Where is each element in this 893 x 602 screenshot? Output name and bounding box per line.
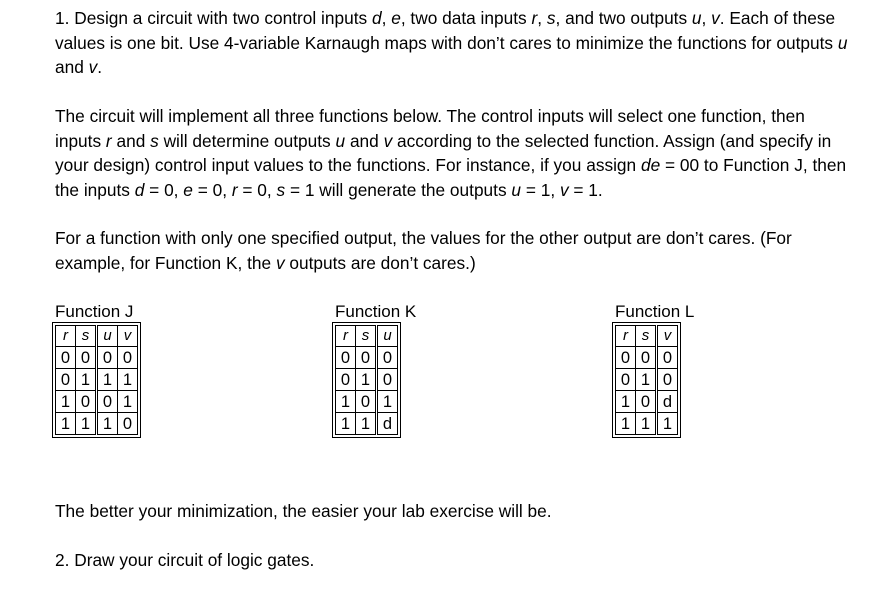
p2-segment-1: r bbox=[105, 130, 112, 151]
p1-segment-9: u bbox=[691, 8, 702, 28]
table-row bbox=[336, 369, 398, 391]
table-row bbox=[336, 391, 398, 413]
p2-segment-16: = 0, bbox=[237, 179, 277, 200]
problem1-paragraph1 bbox=[55, 6, 855, 80]
p2-segment-17: s bbox=[276, 179, 286, 200]
p1-segment-1: d bbox=[371, 8, 382, 28]
function-k-title: Function K bbox=[335, 302, 417, 321]
p1-segment-14: and bbox=[55, 57, 89, 77]
p2-segment-18: = 1 will generate the outputs bbox=[285, 179, 512, 200]
p1-segment-4: , two data inputs bbox=[400, 8, 532, 28]
table-cell: 0 bbox=[657, 369, 678, 391]
table-cell: 1 bbox=[76, 369, 97, 391]
p2-segment-4: will determine outputs bbox=[158, 130, 336, 151]
table-row bbox=[616, 413, 678, 435]
function-l-table bbox=[615, 325, 678, 435]
p1-segment-15: v bbox=[88, 57, 98, 77]
function-j-block bbox=[55, 301, 138, 435]
table-cell: 0 bbox=[118, 413, 138, 435]
table-cell: 1 bbox=[356, 413, 377, 435]
table-cell: 0 bbox=[636, 347, 657, 369]
p2-segment-3: s bbox=[150, 130, 159, 151]
p2-segment-15: r bbox=[231, 179, 238, 200]
p2-segment-19: u bbox=[511, 179, 522, 200]
table-cell: 0 bbox=[97, 391, 118, 413]
minimization-note: The better your minimization, the easier your lab exercise will be. bbox=[55, 501, 552, 521]
table-cell: 1 bbox=[336, 391, 356, 413]
table-cell: 0 bbox=[616, 369, 636, 391]
p1-segment-3: e bbox=[391, 8, 401, 28]
table-row bbox=[616, 391, 678, 413]
header-cell-s: s bbox=[76, 326, 97, 347]
p1-segment-2: , bbox=[381, 8, 392, 28]
p2-segment-12: = 0, bbox=[144, 179, 184, 200]
p2-segment-11: d bbox=[134, 179, 145, 200]
p2-segment-21: v bbox=[559, 179, 569, 200]
p3-segment-2: outputs are don’t cares.) bbox=[284, 252, 476, 273]
problem2-text: 2. Draw your circuit of logic gates. bbox=[55, 550, 315, 570]
table-cell: 0 bbox=[56, 369, 76, 391]
table-cell: 0 bbox=[56, 347, 76, 369]
header-cell-u: u bbox=[97, 326, 118, 347]
table-row bbox=[336, 413, 398, 435]
p1-segment-7: s bbox=[546, 8, 556, 28]
table-cell: 1 bbox=[636, 369, 657, 391]
table-cell: d bbox=[657, 391, 678, 413]
table-cell: d bbox=[377, 413, 398, 435]
table-cell: 0 bbox=[356, 347, 377, 369]
p2-segment-14: = 0, bbox=[192, 179, 232, 200]
header-cell-s: s bbox=[356, 326, 377, 347]
table-cell: 0 bbox=[76, 347, 97, 369]
p2-segment-22: = 1. bbox=[568, 179, 603, 200]
table-cell: 0 bbox=[76, 391, 97, 413]
problem1-paragraph2 bbox=[55, 104, 855, 202]
p3-segment-0: For a function with only one specified output, the values for the other output are don’t cares. (For example, for Function K, the bbox=[55, 228, 792, 273]
table-cell: 1 bbox=[118, 391, 138, 413]
p2-segment-9: de bbox=[640, 155, 661, 175]
p1-segment-8: , and two outputs bbox=[555, 8, 692, 28]
p2-segment-10: = 00 to Function J, then the inputs bbox=[55, 155, 847, 200]
table-row bbox=[56, 413, 138, 435]
p1-segment-13: u bbox=[837, 32, 848, 53]
p1-segment-6: , bbox=[537, 8, 547, 28]
header-cell-s: s bbox=[636, 326, 657, 347]
p2-segment-8: according to the selected function. Assign (and specify in your design) control input values to the functions. For instance, if you assign bbox=[55, 130, 832, 175]
table-cell: 1 bbox=[616, 391, 636, 413]
p1-segment-12: . Each of these values is one bit. Use 4-variable Karnaugh maps with don’t cares to minimize the functions for outputs bbox=[55, 8, 838, 53]
table-cell: 0 bbox=[377, 347, 398, 369]
p1-segment-0: 1. Design a circuit with two control inputs bbox=[55, 8, 372, 28]
table-cell: 1 bbox=[118, 369, 138, 391]
p2-segment-5: u bbox=[335, 130, 346, 151]
table-cell: 1 bbox=[616, 413, 636, 435]
table-row bbox=[56, 347, 138, 369]
table-cell: 1 bbox=[636, 413, 657, 435]
function-l-block bbox=[615, 301, 694, 435]
table-cell: 0 bbox=[336, 347, 356, 369]
p2-segment-13: e bbox=[183, 179, 193, 200]
p1-segment-10: , bbox=[701, 8, 712, 28]
table-cell: 0 bbox=[616, 347, 636, 369]
table-row bbox=[616, 369, 678, 391]
table-cell: 1 bbox=[97, 413, 118, 435]
table-row bbox=[56, 391, 138, 413]
function-k-block bbox=[335, 301, 416, 435]
function-j-title: Function J bbox=[55, 302, 134, 321]
p2-segment-6: and bbox=[345, 130, 384, 151]
table-row bbox=[616, 347, 678, 369]
table-row bbox=[336, 347, 398, 369]
table-cell: 1 bbox=[56, 413, 76, 435]
p1-segment-11: v bbox=[711, 8, 720, 28]
table-cell: 0 bbox=[636, 391, 657, 413]
function-k-table bbox=[335, 325, 398, 435]
p3-segment-1: v bbox=[275, 252, 285, 273]
p1-segment-16: . bbox=[97, 57, 103, 77]
table-header-row bbox=[336, 326, 398, 347]
table-row bbox=[56, 369, 138, 391]
p2-segment-20: = 1, bbox=[521, 179, 560, 200]
function-l-title: Function L bbox=[615, 302, 695, 321]
p2-segment-0: The circuit will implement all three functions below. The control inputs will select one function, then inputs bbox=[55, 106, 805, 151]
header-cell-v: v bbox=[118, 326, 138, 347]
table-cell: 1 bbox=[336, 413, 356, 435]
header-cell-v: v bbox=[657, 326, 678, 347]
table-header-row bbox=[56, 326, 138, 347]
table-cell: 0 bbox=[97, 347, 118, 369]
header-cell-r: r bbox=[56, 326, 76, 347]
table-cell: 0 bbox=[336, 369, 356, 391]
table-cell: 1 bbox=[76, 413, 97, 435]
header-cell-u: u bbox=[377, 326, 398, 347]
table-cell: 1 bbox=[356, 369, 377, 391]
header-cell-r: r bbox=[616, 326, 636, 347]
table-cell: 0 bbox=[377, 369, 398, 391]
header-cell-r: r bbox=[336, 326, 356, 347]
table-cell: 1 bbox=[56, 391, 76, 413]
table-header-row bbox=[616, 326, 678, 347]
table-cell: 0 bbox=[356, 391, 377, 413]
table-cell: 1 bbox=[657, 413, 678, 435]
table-cell: 0 bbox=[657, 347, 678, 369]
problem1-paragraph3 bbox=[55, 226, 855, 275]
p2-segment-7: v bbox=[383, 130, 393, 151]
table-cell: 1 bbox=[377, 391, 398, 413]
p2-segment-2: and bbox=[111, 130, 151, 151]
p1-segment-5: r bbox=[531, 8, 538, 28]
table-cell: 1 bbox=[97, 369, 118, 391]
table-cell: 0 bbox=[118, 347, 138, 369]
function-j-table bbox=[55, 325, 138, 435]
